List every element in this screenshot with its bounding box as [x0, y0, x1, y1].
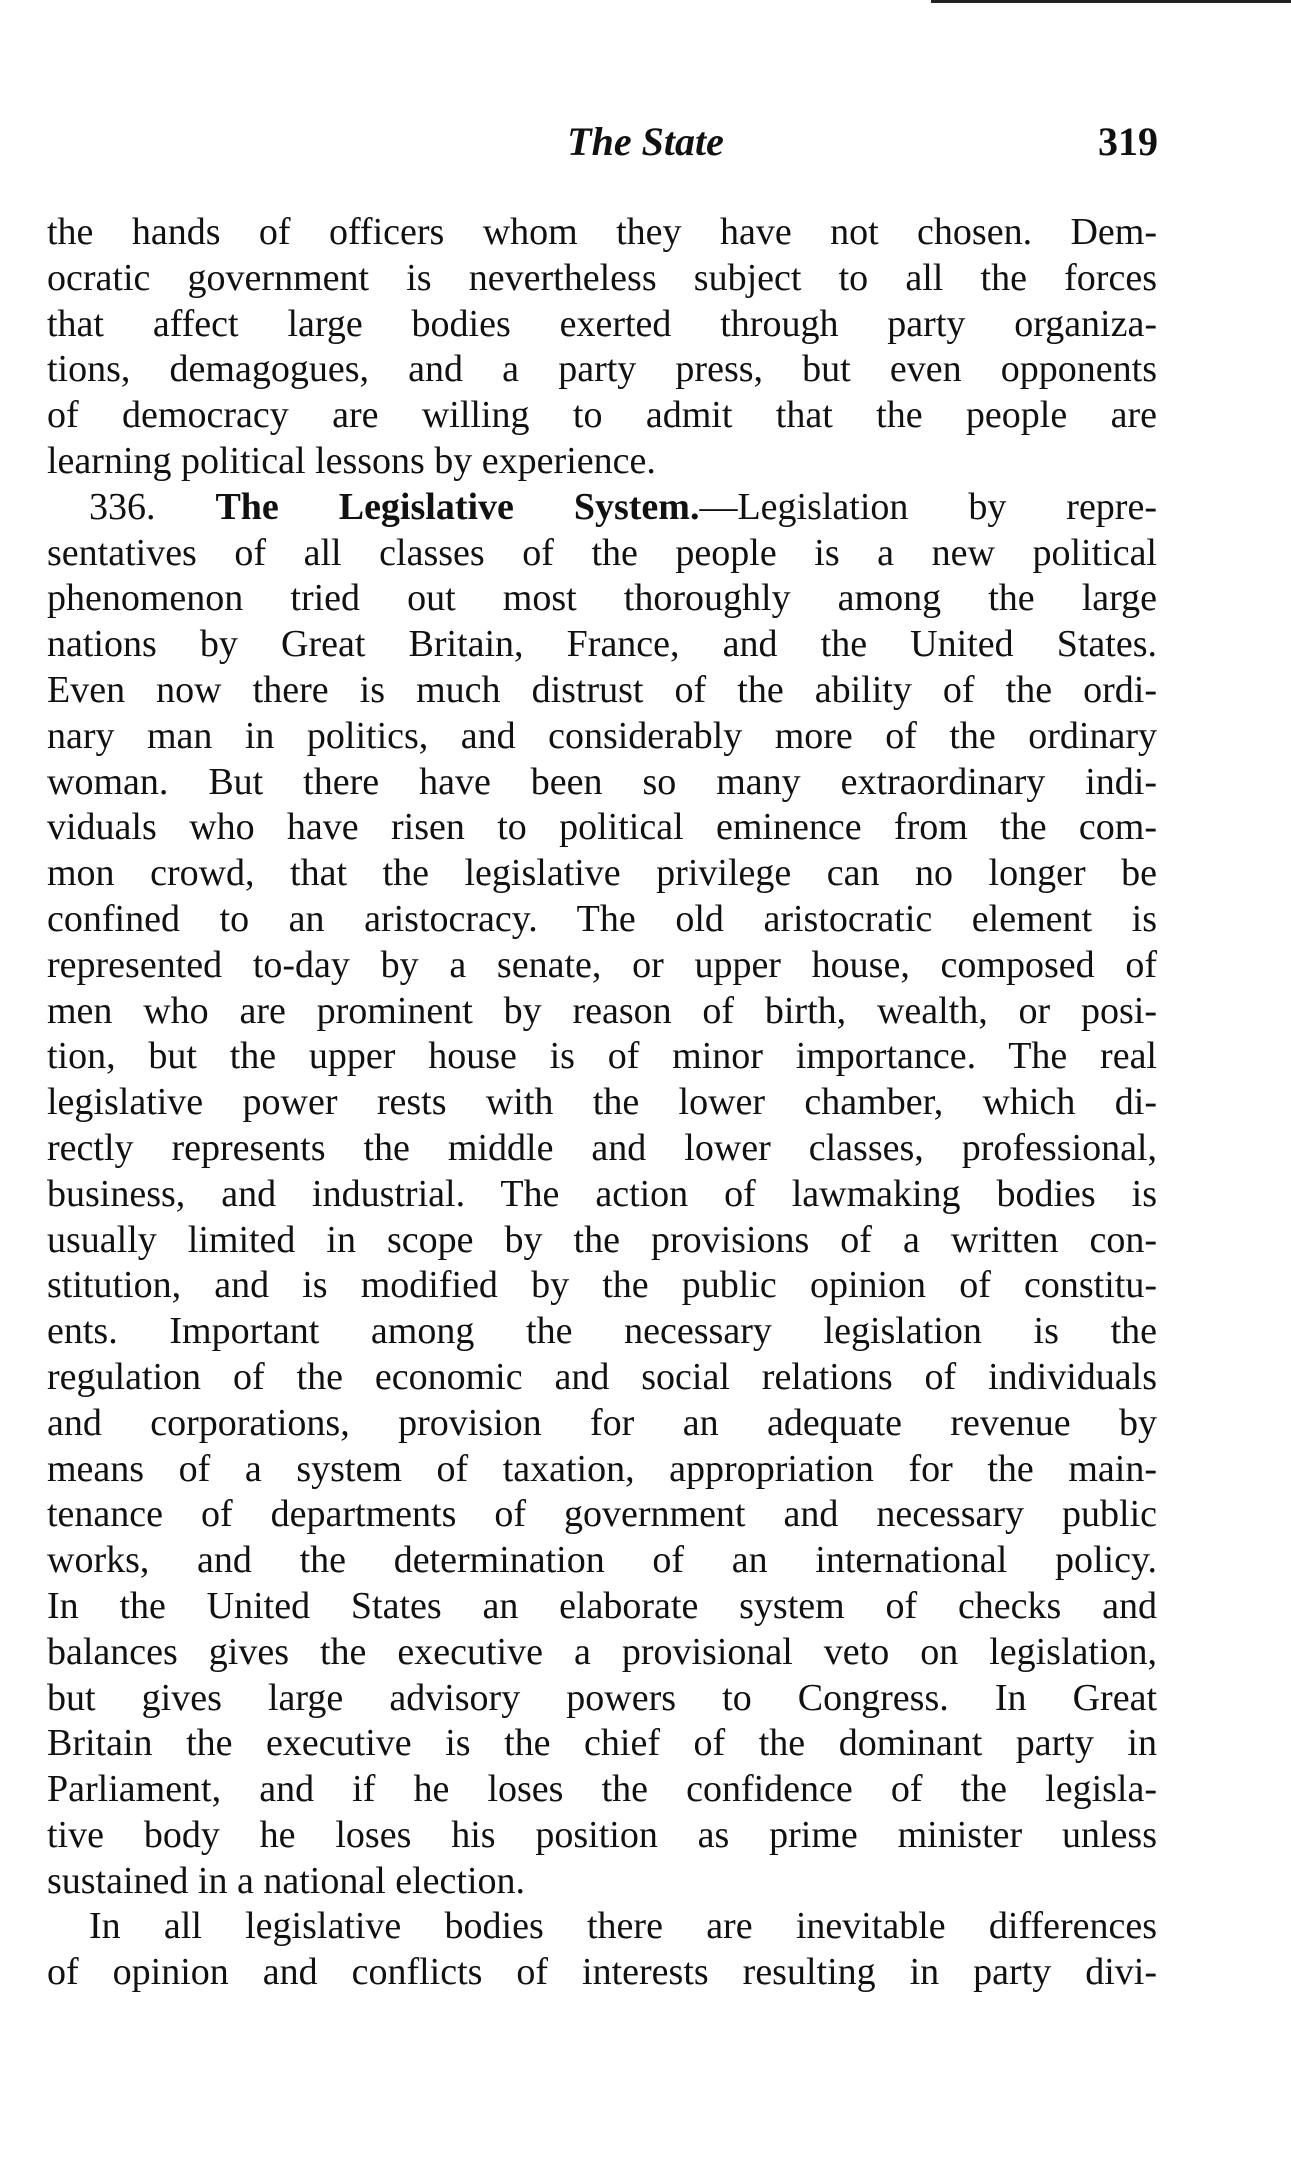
text-line: men who are prominent by reason of birth, wealth, or posi- [47, 989, 1157, 1032]
running-header-title: The State [567, 119, 724, 164]
text-line: regulation of the economic and social relations of individuals [47, 1355, 1157, 1398]
text-line: works, and the determination of an international policy. [47, 1539, 1157, 1582]
text-line: tenance of departments of government and necessary public [47, 1493, 1157, 1536]
text-line: sustained in a national election. [47, 1859, 526, 1902]
text-line: but gives large advisory powers to Congress. In Great [47, 1676, 1157, 1719]
section-text: —Legislation by repre- [699, 485, 1157, 528]
section-title: The Legislative System. [215, 485, 700, 528]
text-line: balances gives the executive a provisional veto on legislation, [47, 1630, 1157, 1673]
text-line: sentatives of all classes of the people is a new political [47, 531, 1157, 574]
text-line: legislative power rests with the lower chamber, which di- [47, 1081, 1157, 1124]
text-line: of opinion and conflicts of interests resulting in party divi- [47, 1951, 1157, 1994]
text-line: tions, demagogues, and a party press, but even opponents [47, 348, 1157, 391]
text-line: woman. But there have been so many extraordinary indi- [47, 760, 1157, 803]
text-line: mon crowd, that the legislative privilege can no longer be [47, 852, 1157, 895]
text-line: In all legislative bodies there are inevitable differences [89, 1905, 1157, 1948]
text-line: learning political lessons by experience. [47, 439, 656, 482]
text-line: represented to-day by a senate, or upper house, composed of [47, 943, 1157, 986]
text-line: stitution, and is modified by the public opinion of constitu- [47, 1264, 1157, 1307]
text-line: that affect large bodies exerted through party organiza- [47, 302, 1157, 345]
text-line: tive body he loses his position as prime minister unless [47, 1813, 1157, 1856]
text-line: nary man in politics, and considerably more of the ordinary [47, 714, 1157, 757]
page-edge-line [931, 0, 1291, 3]
text-line: In the United States an elaborate system of checks and [47, 1584, 1157, 1627]
text-line: means of a system of taxation, appropriation for the main- [47, 1447, 1157, 1490]
text-line: phenomenon tried out most thoroughly among the large [47, 577, 1157, 620]
text-line: of democracy are willing to admit that the people are [47, 394, 1157, 437]
text-line: nations by Great Britain, France, and the United States. [47, 623, 1157, 666]
text-line: rectly represents the middle and lower classes, professional, [47, 1126, 1157, 1169]
text-line: tion, but the upper house is of minor importance. The real [47, 1035, 1157, 1078]
text-line: and corporations, provision for an adequate revenue by [47, 1401, 1157, 1444]
text-line: confined to an aristocracy. The old aristocratic element is [47, 897, 1157, 940]
text-line: ocratic government is nevertheless subject to all the forces [47, 256, 1157, 299]
section-number: 336. [89, 485, 156, 528]
text-line: usually limited in scope by the provisions of a written con- [47, 1218, 1157, 1261]
section-heading-line [47, 485, 1157, 531]
text-line: Even now there is much distrust of the ability of the ordi- [47, 668, 1157, 711]
text-line: ents. Important among the necessary legislation is the [47, 1310, 1157, 1353]
text-line: the hands of officers whom they have not chosen. Dem- [47, 211, 1157, 253]
text-line: Britain the executive is the chief of the dominant party in [47, 1722, 1157, 1765]
text-line: Parliament, and if he loses the confidence of the legisla- [47, 1768, 1157, 1811]
text-line: business, and industrial. The action of lawmaking bodies is [47, 1172, 1157, 1215]
text-line: viduals who have risen to political eminence from the com- [47, 806, 1157, 849]
body-text [47, 210, 1157, 1996]
page-number: 319 [1098, 119, 1158, 164]
